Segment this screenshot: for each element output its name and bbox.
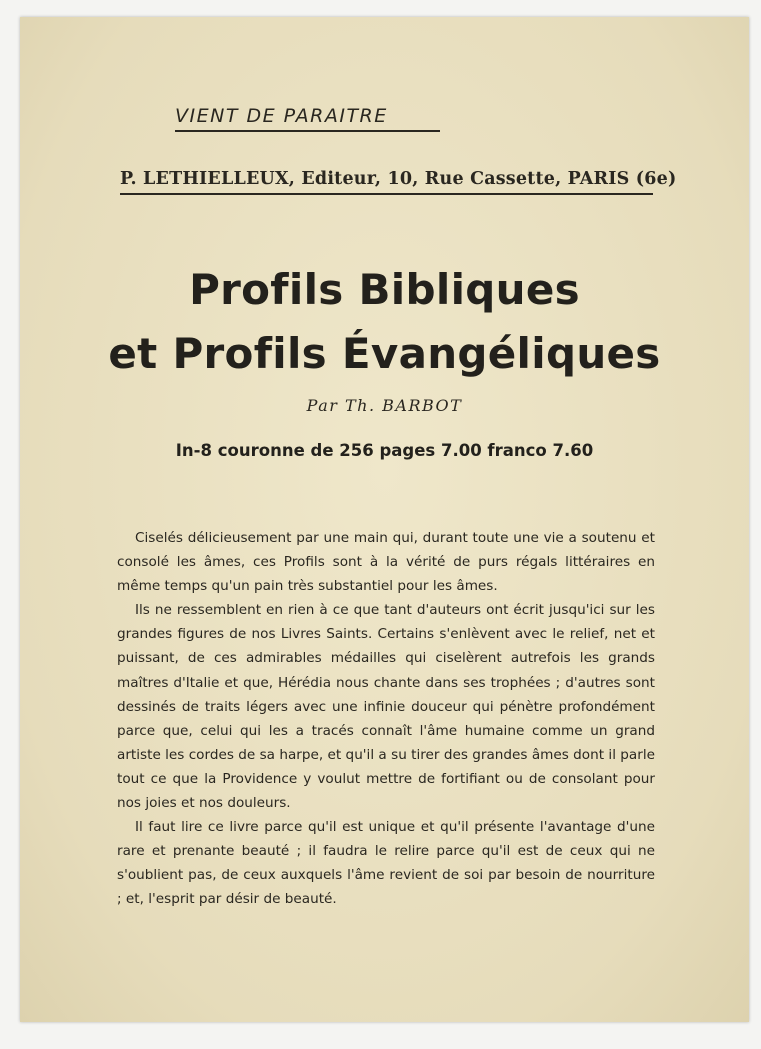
author-line: Par Th. BARBOT [306,396,463,415]
paragraph-1: Ciselés délicieusement par une main qui, durant toute une vie a soutenu et consolé les âmes, ces Profils sont à la vérité de purs régals littéraires en même temps qu'un pain très substantiel pour les âmes. [117,530,655,595]
document-page [20,17,749,1022]
paragraph-3: Il faut lire ce livre parce qu'il est unique et qu'il présente l'avantage d'une rare et prenante beauté ; il faudra le relire parce qu'il est de ceux qui ne s'oublient pas, de ceux auxquels l'âme revient de soi par besoin de nourriture ; et, l'esprit par désir de beauté. [117,819,655,908]
publisher-line: P. LETHIELLEUX, Editeur, 10, Rue Cassette, PARIS (6e) [120,169,653,195]
body-text [117,526,655,912]
paragraph-2: Ils ne ressemblent en rien à ce que tant d'auteurs ont écrit jusqu'ici sur les grandes figures de nos Livres Saints. Certains s'enlèvent avec le relief, net et puissant, de ces admirables médailles qui ciselèrent autrefois les grands maîtres d'Italie et que, Hérédia nous chante dans ses trophées ; d'autres sont dessinés de traits légers avec une infinie douceur qui pénètre profondément parce que, celui qui les a tracés connaît l'âme humaine comme un grand artiste les cordes de sa harpe, et qu'il a su tirer des grandes âmes dont il parle tout ce que la Providence y voulut mettre de fortifiant ou de consolant pour nos joies et nos douleurs. [117,602,655,812]
format-price-line: In-8 couronne de 256 pages 7.00 franco 7.60 [175,441,594,460]
announcement-heading: VIENT DE PARAITRE [175,105,440,132]
book-title-line-1: Profils Bibliques [189,265,580,314]
book-title-line-2: et Profils Évangéliques [108,329,661,378]
